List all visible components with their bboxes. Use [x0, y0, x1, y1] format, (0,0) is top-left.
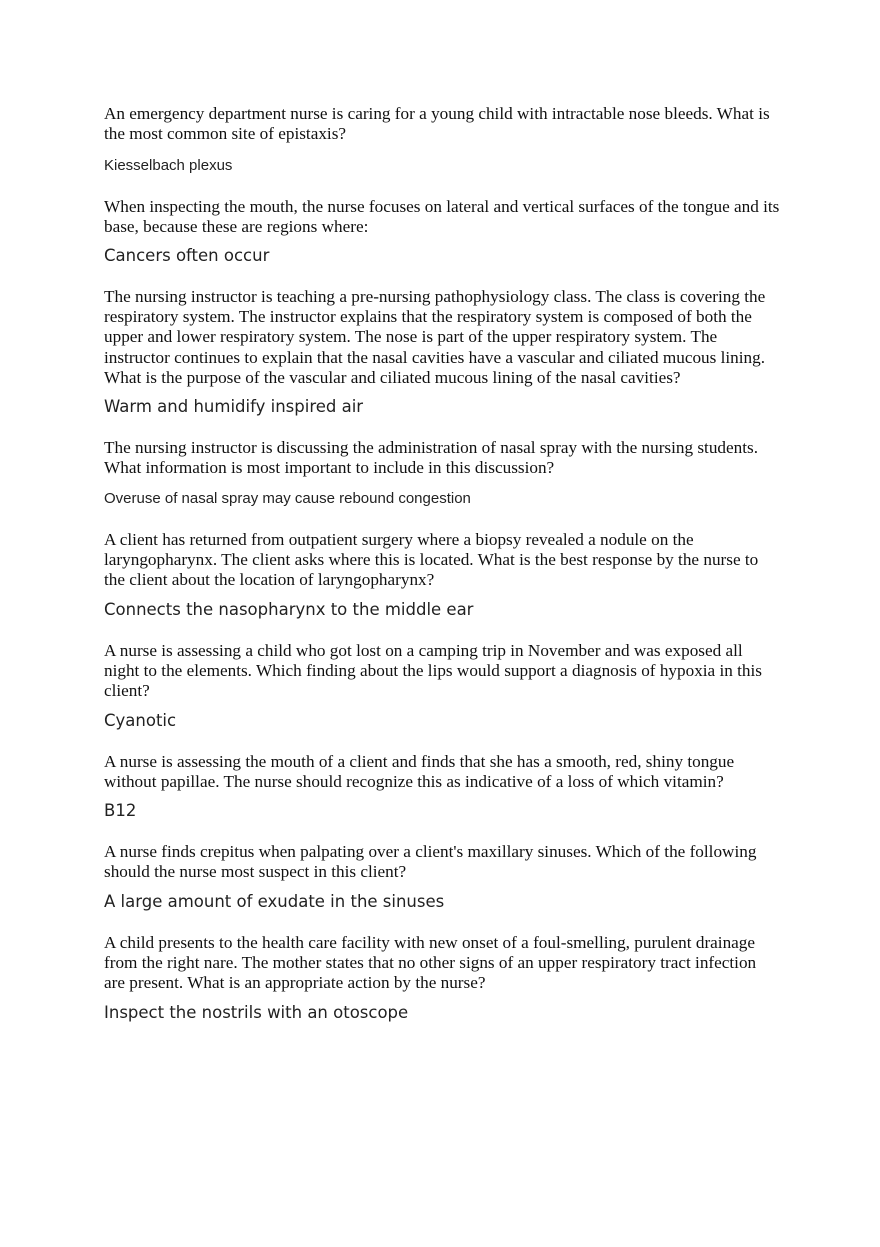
question-text: A client has returned from outpatient surgery where a biopsy revealed a nodule on the laryngopharynx. The client asks where this is located. What is the best response by the nurse to the client about the location of laryngopharynx?	[104, 530, 759, 590]
question-text: A nurse finds crepitus when palpating over a client's maxillary sinuses. Which of the following should the nurse most suspect in this client?	[104, 842, 757, 882]
question-text: A nurse is assessing the mouth of a client and finds that she has a smooth, red, shiny tongue without papillae. The nurse should recognize this as indicative of a loss of which vitamin?	[104, 752, 735, 792]
answer-text: Inspect the nostrils with an otoscope	[104, 1003, 409, 1022]
question-text: An emergency department nurse is caring for a young child with intractable nose bleeds. What is the most common site of epistaxis?	[104, 104, 770, 144]
question-text: The nursing instructor is teaching a pre-nursing pathophysiology class. The class is covering the respiratory system. The instructor explains that the respiratory system is composed of both the upper and lower respiratory system. The nose is part of the upper respiratory system. The instructor continues to explain that the nasal cavities have a vascular and ciliated mucous lining. What is the purpose of the vascular and ciliated mucous lining of the nasal cavities?	[104, 287, 766, 387]
question-text: A nurse is assessing a child who got lost on a camping trip in November and was exposed all night to the elements. Which finding about the lips would support a diagnosis of hypoxia in this client?	[104, 641, 762, 701]
answer-text: Warm and humidify inspired air	[104, 397, 364, 416]
answer-text: A large amount of exudate in the sinuses	[104, 892, 445, 911]
answer-text: B12	[104, 801, 137, 820]
question-text: A child presents to the health care facility with new onset of a foul-smelling, purulent drainage from the right nare. The mother states that no other signs of an upper respiratory tract infection are present. What is an appropriate action by the nurse?	[104, 933, 757, 993]
question-text: The nursing instructor is discussing the administration of nasal spray with the nursing students. What information is most important to include in this discussion?	[104, 438, 758, 478]
answer-text: Cyanotic	[104, 711, 177, 730]
question-text: When inspecting the mouth, the nurse focuses on lateral and vertical surfaces of the tongue and its base, because these are regions where:	[104, 197, 780, 237]
answer-text: Overuse of nasal spray may cause rebound congestion	[104, 490, 471, 507]
answer-text: Connects the nasopharynx to the middle ear	[104, 600, 474, 619]
answer-text: Cancers often occur	[104, 246, 270, 265]
answer-text: Kiesselbach plexus	[104, 157, 233, 174]
